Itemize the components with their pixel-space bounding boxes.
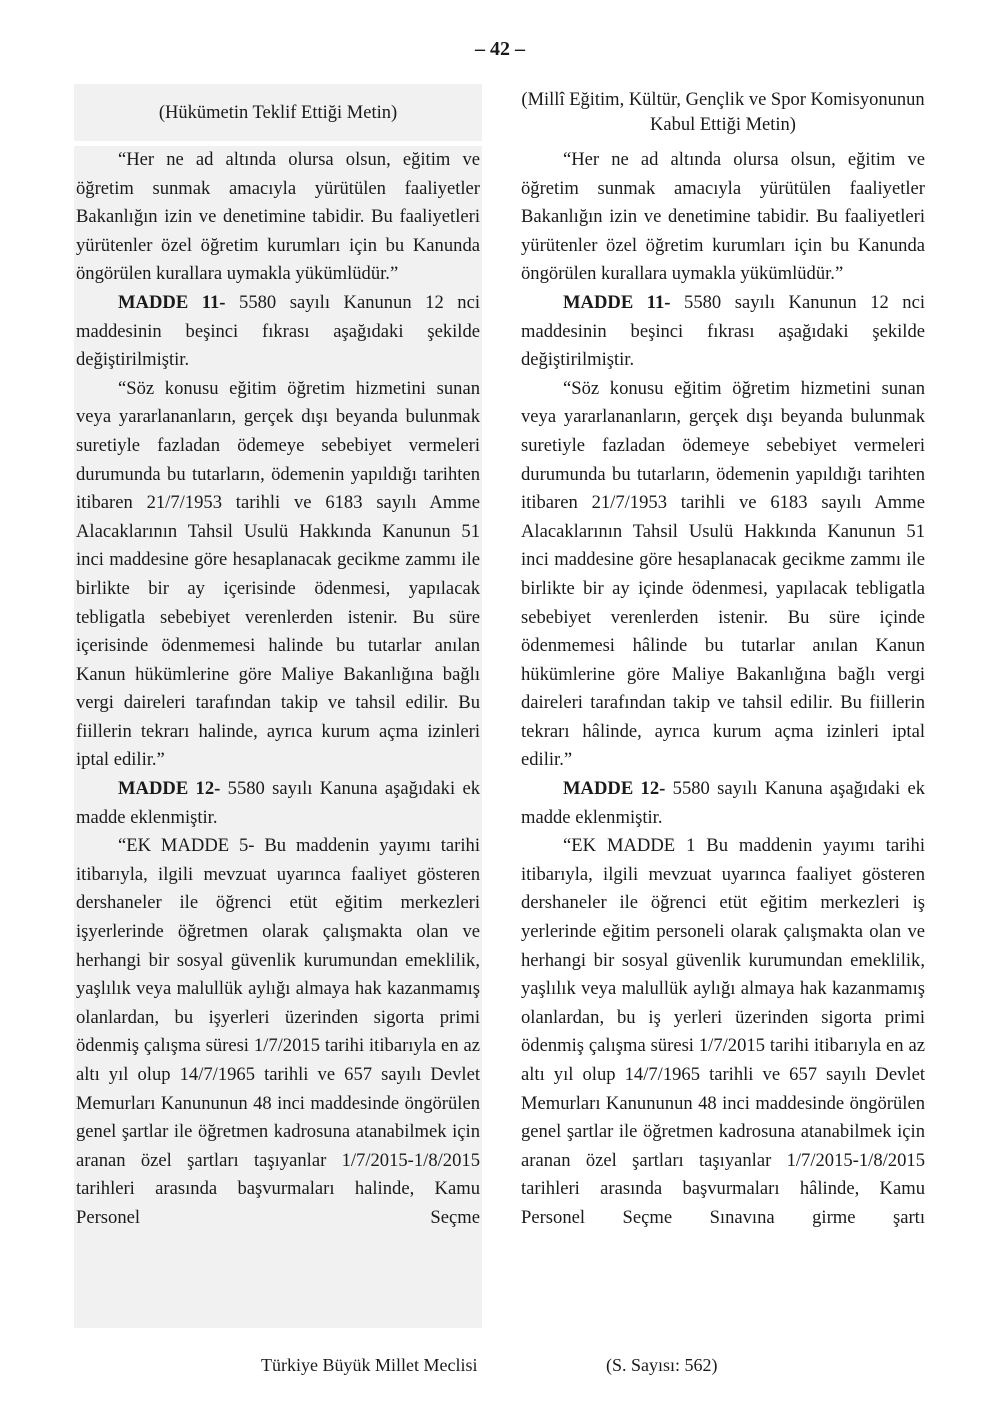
column-heading-government: (Hükümetin Teklif Ettiği Metin) xyxy=(74,84,482,141)
paragraph-article-11 xyxy=(521,289,925,375)
article-12-label: MADDE 12- xyxy=(563,778,666,800)
column-body-commission xyxy=(519,146,927,1233)
paragraph-article-12 xyxy=(76,775,480,832)
paragraph-article-12 xyxy=(521,775,925,832)
article-11-text: 5580 sayılı Kanunun 12 nci maddesinin beşinci fıkrası aşağıdaki şekilde değiştirilmiştir. xyxy=(76,291,480,371)
paragraph-quote-payment: “Söz konusu eğitim öğretim hizmetini sunan veya yararlananların, gerçek dışı beyanda bulunmak suretiyle fazladan ödemeye sebebiyet vermeleri durumunda bu tutarların, ödemenin yapıldığı tarihten itibaren 21/7/1953 tarihli ve 6183 sayılı Amme Alacaklarının Tahsil Usulü Hakkında Kanunun 51 inci maddesine göre hesaplanacak gecikme zammı ile birlikte bir ay içinde ödenmesi, yapılacak tebligatla sebebiyet verenlerden istenir. Bu süre içinde ödenmemesi hâlinde bu tutarlar anılan Kanun hükümlerine göre Maliye Bakanlığına bağlı vergi daireleri tarafından takip ve tahsil edilir. Bu fiillerin tekrarı hâlinde, ayrıca kurum açma izinleri iptal edilir.” xyxy=(521,377,925,771)
paragraph-quote-activities: “Her ne ad altında olursa olsun, eğitim ve öğretim sunmak amacıyla yürütülen faaliyetler Bakanlığın izin ve denetimine tabidir. Bu faaliyetleri yürütenler özel öğretim kurumları için bu Kanunda öngörülen kurallara uymakla yükümlüdür.” xyxy=(521,149,925,285)
footer-institution: Türkiye Büyük Millet Meclisi xyxy=(261,1355,478,1375)
article-12-label: MADDE 12- xyxy=(118,778,221,800)
paragraph-quote-activities: “Her ne ad altında olursa olsun, eğitim ve öğretim sunmak amacıyla yürütülen faaliyetler Bakanlığın izin ve denetimine tabidir. Bu faaliyetleri yürütenler özel öğretim kurumları için bu Kanunda öngörülen kurallara uymakla yükümlüdür.” xyxy=(76,149,480,285)
article-11-label: MADDE 11- xyxy=(563,291,671,313)
column-heading-commission: (Millî Eğitim, Kültür, Gençlik ve Spor Komisyonunun Kabul Ettiği Metin) xyxy=(521,89,925,135)
paragraph-additional-article: “EK MADDE 1 Bu maddenin yayımı tarihi itibarıyla, ilgili mevzuat uyarınca faaliyet gösteren dershaneler ile öğrenci etüt eğitim merkezleri iş yerlerinde eğitim personeli olarak çalışmakta olan ve herhangi bir sosyal güvenlik kurumundan emeklilik, yaşlılık veya malullük aylığı almaya hak kazanmamış olanlardan, bu iş yerleri üzerinden sigorta primi ödenmiş çalışma süresi 1/7/2015 tarihi itibarıyla en az altı yıl olup 14/7/1965 tarihli ve 657 sayılı Devlet Memurları Kanununun 48 inci maddesinde öngörülen genel şartlar ile öğretmen kadrosuna atanabilmek için aranan özel şartları taşıyanlar 1/7/2015-1/8/2015 tarihleri arasında başvurmaları hâlinde, Kamu Personel Seçme Sınavına girme şartı xyxy=(521,835,925,1228)
paragraph-additional-article: “EK MADDE 5- Bu maddenin yayımı tarihi itibarıyla, ilgili mevzuat uyarınca faaliyet gösteren dershaneler ile öğrenci etüt eğitim merkezleri işyerlerinde öğretmen olarak çalışmakta olan ve herhangi bir sosyal güvenlik kurumundan emeklilik, yaşlılık veya malullük aylığı almaya hak kazanmamış olanlardan, bu işyerleri üzerinden sigorta primi ödenmiş çalışma süresi 1/7/2015 tarihi itibarıyla en az altı yıl olup 14/7/1965 tarihli ve 657 sayılı Devlet Memurları Kanununun 48 inci maddesinde öngörülen genel şartlar ile öğretmen kadrosuna atanabilmek için aranan özel şartları taşıyanlar 1/7/2015-1/8/2015 tarihleri arasında başvurmaları halinde, Kamu Personel Seçme xyxy=(76,835,480,1228)
footer-issue-number: (S. Sayısı: 562) xyxy=(606,1355,718,1375)
article-11-text: 5580 sayılı Kanunun 12 nci maddesinin beşinci fıkrası aşağıdaki şekilde değiştirilmiştir. xyxy=(521,291,925,371)
paragraph-article-11 xyxy=(76,289,480,375)
article-11-label: MADDE 11- xyxy=(118,291,226,313)
article-12-text: 5580 sayılı Kanuna aşağıdaki ek madde eklenmiştir. xyxy=(76,778,480,828)
column-body-government xyxy=(74,146,482,1328)
page-number: – 42 – xyxy=(475,38,525,60)
article-12-text: 5580 sayılı Kanuna aşağıdaki ek madde eklenmiştir. xyxy=(521,778,925,828)
paragraph-quote-payment: “Söz konusu eğitim öğretim hizmetini sunan veya yararlananların, gerçek dışı beyanda bulunmak suretiyle fazladan ödemeye sebebiyet vermeleri durumunda bu tutarların, ödemenin yapıldığı tarihten itibaren 21/7/1953 tarihli ve 6183 sayılı Amme Alacaklarının Tahsil Usulü Hakkında Kanunun 51 inci maddesine göre hesaplanacak gecikme zammı ile birlikte bir ay içerisinde ödenmesi, yapılacak tebligatla sebebiyet verenlerden istenir. Bu süre içerisinde ödenmemesi halinde bu tutarlar anılan Kanun hükümlerine göre Maliye Bakanlığına bağlı vergi daireleri tarafından takip ve tahsil edilir. Bu fiillerin tekrarı halinde, ayrıca kurum açma izinleri iptal edilir.” xyxy=(76,377,480,771)
